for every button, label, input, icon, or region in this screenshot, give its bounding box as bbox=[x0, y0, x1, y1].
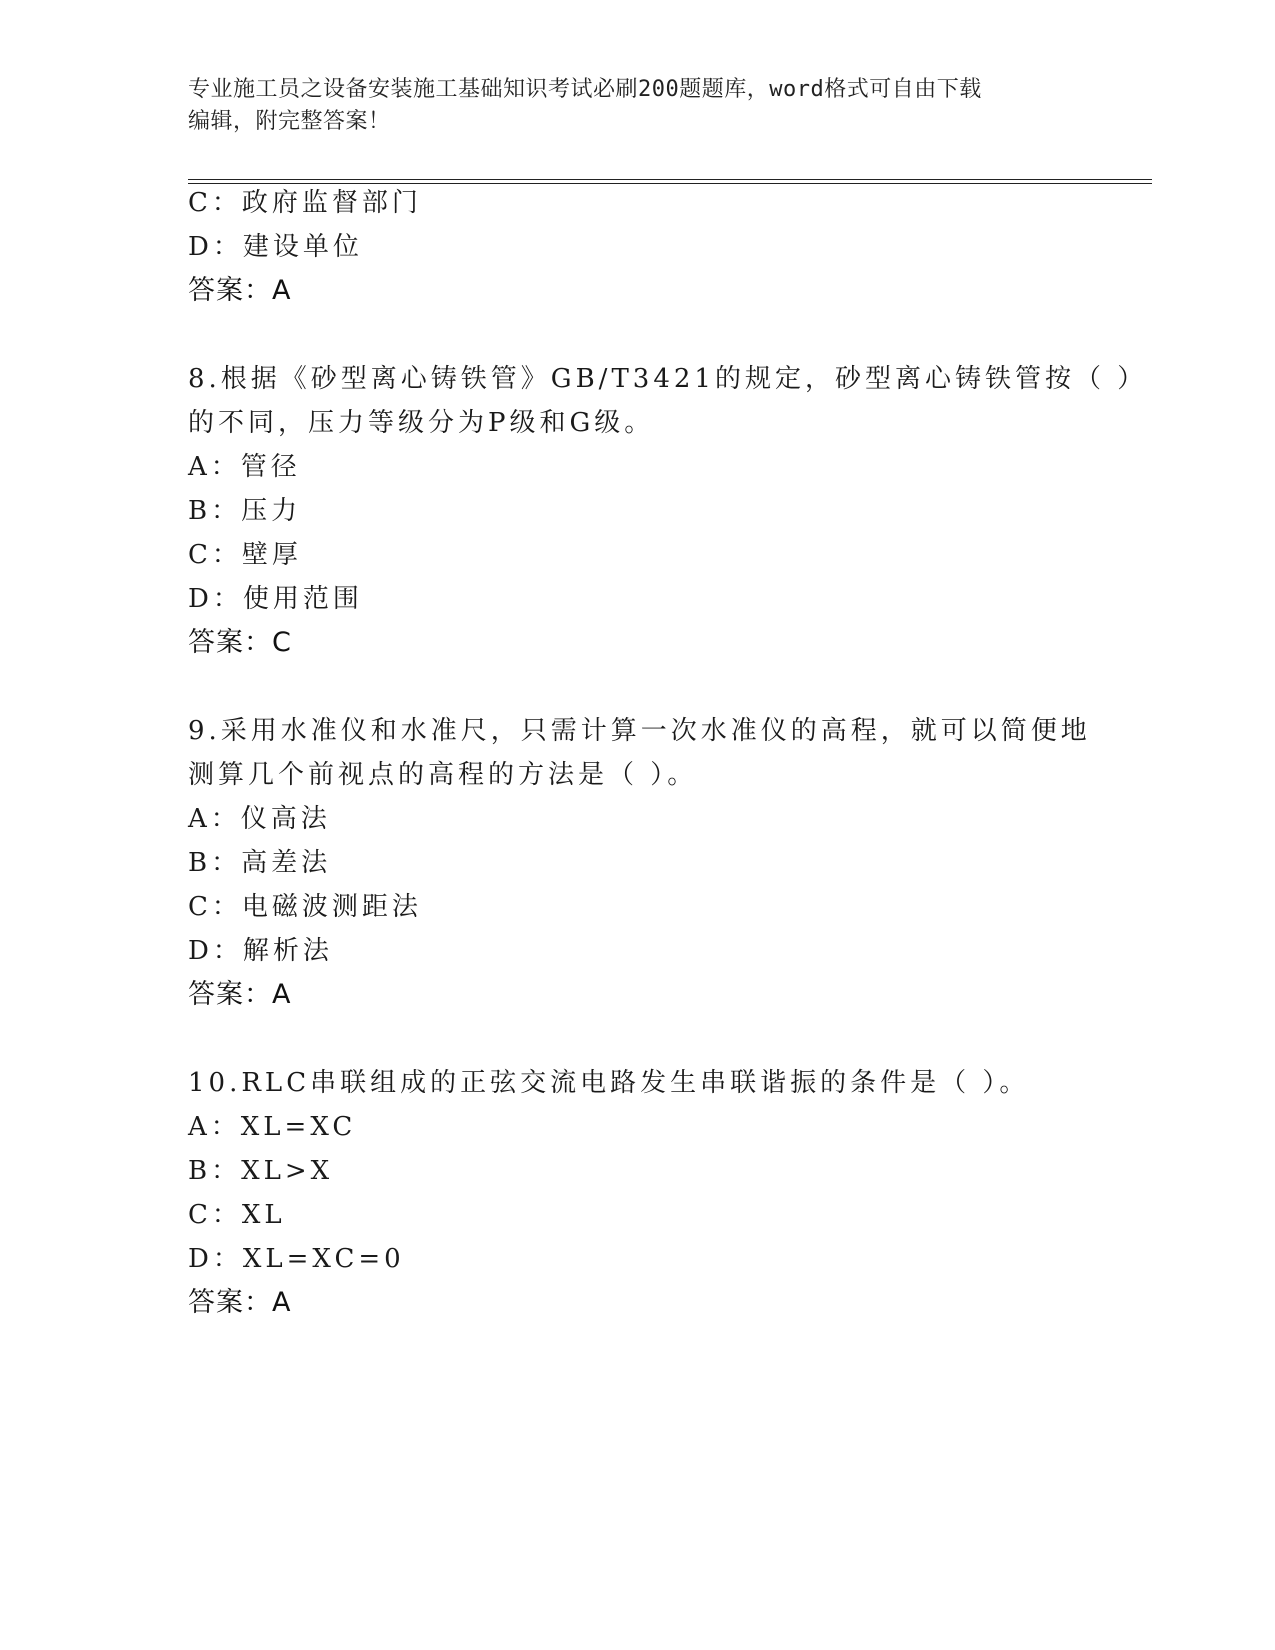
answer: 答案：A bbox=[188, 979, 292, 1010]
option-c: C：电磁波测距法 bbox=[188, 892, 422, 922]
option-a: A：仪高法 bbox=[188, 804, 331, 834]
answer: 答案：A bbox=[188, 1287, 292, 1318]
option-d: D：XL=XC=0 bbox=[188, 1244, 405, 1274]
question-9-text-cont: 测算几个前视点的高程的方法是（ ）。 bbox=[188, 760, 698, 790]
option-d: D：解析法 bbox=[188, 936, 333, 966]
option-d: D：使用范围 bbox=[188, 584, 363, 614]
option-d: D：建设单位 bbox=[188, 232, 363, 262]
question-8-text-cont: 的不同，压力等级分为P级和G级。 bbox=[188, 408, 655, 438]
answer: 答案：A bbox=[188, 275, 292, 306]
option-b: B：压力 bbox=[188, 496, 302, 526]
option-c: C：政府监督部门 bbox=[188, 188, 422, 218]
option-c: C：壁厚 bbox=[188, 540, 302, 570]
option-b: B：XL>X bbox=[188, 1156, 334, 1186]
question-9-text: 9.采用水准仪和水准尺，只需计算一次水准仪的高程，就可以简便地 bbox=[188, 716, 1091, 746]
header-title-line-2: 编辑，附完整答案！ bbox=[188, 109, 391, 134]
question-8-text: 8.根据《砂型离心铸铁管》GB/T3421的规定，砂型离心铸铁管按（ ） bbox=[188, 364, 1148, 394]
page-header bbox=[188, 74, 1068, 138]
header-title-line-1: 专业施工员之设备安装施工基础知识考试必刷200题题库，word格式可自由下载 bbox=[188, 77, 982, 102]
option-a: A：管径 bbox=[188, 452, 301, 482]
option-b: B：高差法 bbox=[188, 848, 332, 878]
answer: 答案：C bbox=[188, 627, 292, 658]
option-a: A：XL=XC bbox=[188, 1112, 357, 1142]
option-c: C：XL bbox=[188, 1200, 286, 1230]
question-10-text: 10.RLC串联组成的正弦交流电路发生串联谐振的条件是（ ）。 bbox=[188, 1068, 1030, 1098]
header-divider bbox=[188, 179, 1152, 184]
